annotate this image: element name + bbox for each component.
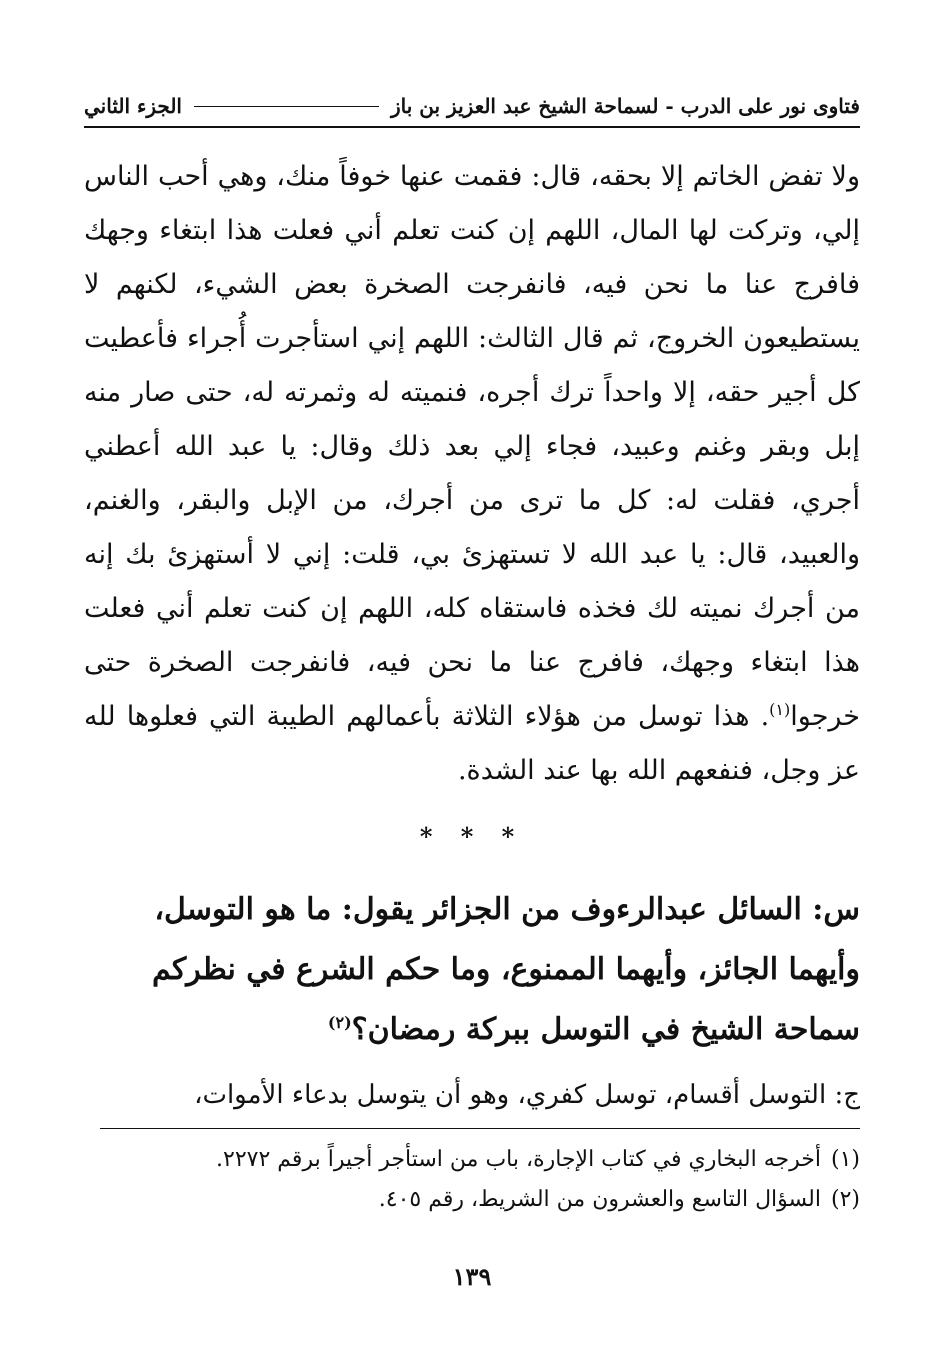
footnote-number: (١) [830,1147,860,1172]
question-text: س: السائل عبدالرءوف من الجزائر يقول: ما هو التوسل، وأيهما الجائز، وأيهما الممنوع، وما حكم الشرع في نظركم سماحة الشيخ في التوسل ببركة رمضان؟ [152,892,860,1047]
question-block [130,880,860,1060]
footnote-1 [84,1140,860,1180]
question-paragraph [130,880,860,1060]
section-separator: * * * [419,822,525,851]
running-header [84,86,860,128]
main-paragraph-text: ولا تفض الخاتم إلا بحقه، قال: فقمت عنها خوفاً منك، وهي أحب الناس إلي، وتركت لها المال، اللهم إن كنت تعلم أني فعلت هذا ابتغاء وجهك فافرج عنا ما نحن فيه، فانفرجت الصخرة بعض الشيء، لكنهم لا يستطيعون الخروج، ثم قال الثالث: اللهم إني استأجرت أُجراء فأعطيت كل أجير حقه، إلا واحداً ترك أجره، فنميته له وثمرته له، حتى صار منه إبل وبقر وغنم وعبيد، فجاء إلي بعد ذلك وقال: يا عبد الله أعطني أجري، فقلت له: كل ما ترى من أجرك، من الإبل والبقر، والغنم، والعبيد، قال: يا عبد الله لا تستهزئ بي، قلت: إني لا أستهزئ بك إنه من أجرك نميته لك فخذه فاستقاه كله، اللهم إن كنت تعلم أني فعلت هذا ابتغاء وجهك، فافرج عنا ما نحن فيه، فانفرجت الصخرة حتى خرجوا [84,161,860,732]
footnote-ref-2: (٢) [327,1013,352,1032]
page-number: ١٣٩ [452,1262,492,1291]
footnote-text: السؤال التاسع والعشرون من الشريط، رقم ٤٠٥. [378,1187,821,1212]
footnote-divider [100,1128,860,1129]
footnotes [84,1140,860,1220]
answer-text: ج: التوسل أقسام، توسل كفري، وهو أن يتوسل بدعاء الأموات، [194,1080,860,1110]
main-paragraph-continuation: . هذا توسل من هؤلاء الثلاثة بأعمالهم الطيبة التي فعلوها لله عز وجل، فنفعهم الله بها عند الشدة. [84,701,860,786]
main-paragraph [84,150,860,798]
footnote-number: (٢) [830,1187,860,1212]
footnote-2 [84,1180,860,1220]
header-part-label: الجزء الثاني [84,94,182,118]
body-text [84,150,860,798]
header-book-title: فتاوى نور على الدرب - لسماحة الشيخ عبد العزيز بن باز [391,94,860,118]
answer-block [84,1070,860,1120]
footnote-ref-1: (١) [769,700,791,719]
header-rule [194,106,379,107]
footnote-text: أخرجه البخاري في كتاب الإجارة، باب من استأجر أجيراً برقم ٢٢٧٢. [216,1147,821,1172]
